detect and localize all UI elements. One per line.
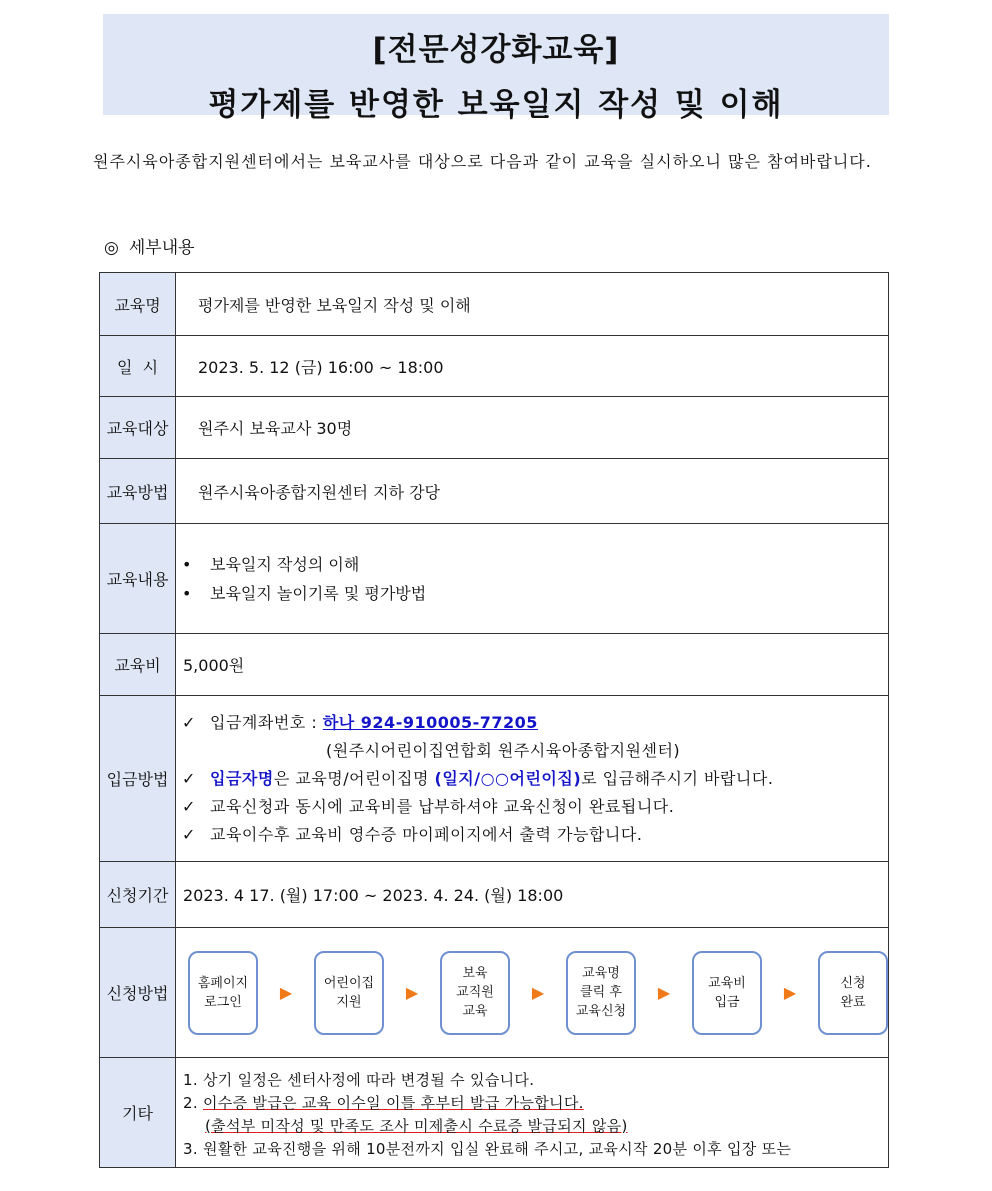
value-target: 원주시 보육교사 30명 [176, 397, 889, 459]
content-list [176, 550, 888, 608]
label-content: 교육내용 [100, 524, 176, 634]
note-2: 2. 이수증 발급은 교육 이수일 이틀 후부터 발급 가능합니다. [183, 1093, 584, 1112]
apply-flow [176, 929, 888, 1057]
label-fee: 교육비 [100, 634, 176, 696]
label-etc: 기타 [100, 1058, 176, 1168]
page-title: 평가제를 반영한 보육일지 작성 및 이해 [208, 87, 784, 123]
row-payment [100, 696, 889, 862]
label-datetime: 일 시 [100, 336, 176, 397]
label-target: 교육대상 [100, 397, 176, 459]
notes [176, 1063, 888, 1163]
intro-text: 원주시육아종합지원센터에서는 보육교사를 대상으로 다음과 같이 교육을 실시하오니 많은 참여바랍니다. [93, 152, 872, 171]
arrow-right-icon: ▶ [405, 983, 419, 1002]
arrow-right-icon: ▶ [531, 983, 545, 1002]
label-name: 교육명 [100, 273, 176, 336]
row-method [100, 459, 889, 524]
step-daycare-support: 어린이집 지원 [314, 951, 384, 1035]
label-method: 교육방법 [100, 459, 176, 524]
label-period: 신청기간 [100, 862, 176, 928]
row-fee [100, 634, 889, 696]
row-content [100, 524, 889, 634]
note-3: 3. 원활한 교육진행을 위해 10분전까지 입실 완료해 주시고, 교육시작 20분 이후 입장 또는 [183, 1139, 792, 1158]
list-item: ✓ 교육이수후 교육비 영수증 마이페이지에서 출력 가능합니다. [176, 821, 888, 849]
value-content [176, 524, 889, 634]
list-item: ✓ 입금자명은 교육명/어린이집명 (일지/○○어린이집)로 입금해주시기 바랍니다. [176, 765, 888, 793]
note-2-sub: (출석부 미작성 및 만족도 조사 미제출시 수료증 발급되지 않음) [205, 1116, 628, 1135]
label-payment: 입금방법 [100, 696, 176, 862]
value-period: 2023. 4 17. (월) 17:00 ~ 2023. 4. 24. (월) 18:00 [176, 862, 889, 928]
value-payment [176, 696, 889, 862]
row-datetime [100, 336, 889, 397]
check-icon: ✓ [182, 796, 196, 816]
step-staff-education: 보육 교직원 교육 [440, 951, 510, 1035]
row-target [100, 397, 889, 459]
bullet-icon: • [182, 554, 192, 574]
step-click-apply: 교육명 클릭 후 교육신청 [566, 951, 636, 1035]
step-login: 홈페이지 로그인 [188, 951, 258, 1035]
value-fee: 5,000원 [176, 634, 889, 696]
arrow-right-icon: ▶ [783, 983, 797, 1002]
value-datetime: 2023. 5. 12 (금) 16:00 ~ 18:00 [176, 336, 889, 397]
value-apply [176, 928, 889, 1058]
list-item: • 보육일지 작성의 이해 [176, 550, 888, 579]
row-name [100, 273, 889, 336]
list-item: ✓ 입금계좌번호 : 하나 924-910005-77205 [176, 709, 888, 737]
row-apply [100, 928, 889, 1058]
label-apply: 신청방법 [100, 928, 176, 1058]
section-heading [104, 233, 195, 258]
value-name: 평가제를 반영한 보육일지 작성 및 이해 [176, 273, 889, 336]
row-etc [100, 1058, 889, 1168]
step-payment: 교육비 입금 [692, 951, 762, 1035]
account-number-link[interactable]: 하나 924-910005-77205 [322, 712, 538, 732]
list-item: ✓ 교육신청과 동시에 교육비를 납부하셔야 교육신청이 완료됩니다. [176, 793, 888, 821]
bullet-icon: • [182, 583, 192, 603]
title-category: [전문성강화교육] [372, 32, 620, 68]
value-etc [176, 1058, 889, 1168]
arrow-right-icon: ▶ [657, 983, 671, 1002]
list-item: • 보육일지 놀이기록 및 평가방법 [176, 579, 888, 608]
title-banner [103, 14, 889, 123]
check-icon: ✓ [182, 824, 196, 844]
note-1: 1. 상기 일정은 센터사정에 따라 변경될 수 있습니다. [183, 1070, 535, 1089]
step-complete: 신청 완료 [818, 951, 888, 1035]
value-method: 원주시육아종합지원센터 지하 강당 [176, 459, 889, 524]
check-icon: ✓ [182, 768, 196, 788]
row-period [100, 862, 889, 928]
info-table [99, 272, 889, 1168]
check-icon: ✓ [182, 712, 196, 732]
arrow-right-icon: ▶ [279, 983, 293, 1002]
circle-mark-icon: ◎ [104, 238, 119, 258]
list-item: (원주시어린이집연합회 원주시육아종합지원센터) [326, 740, 681, 760]
section-title: 세부내용 [128, 238, 195, 258]
payment-list [176, 709, 888, 849]
